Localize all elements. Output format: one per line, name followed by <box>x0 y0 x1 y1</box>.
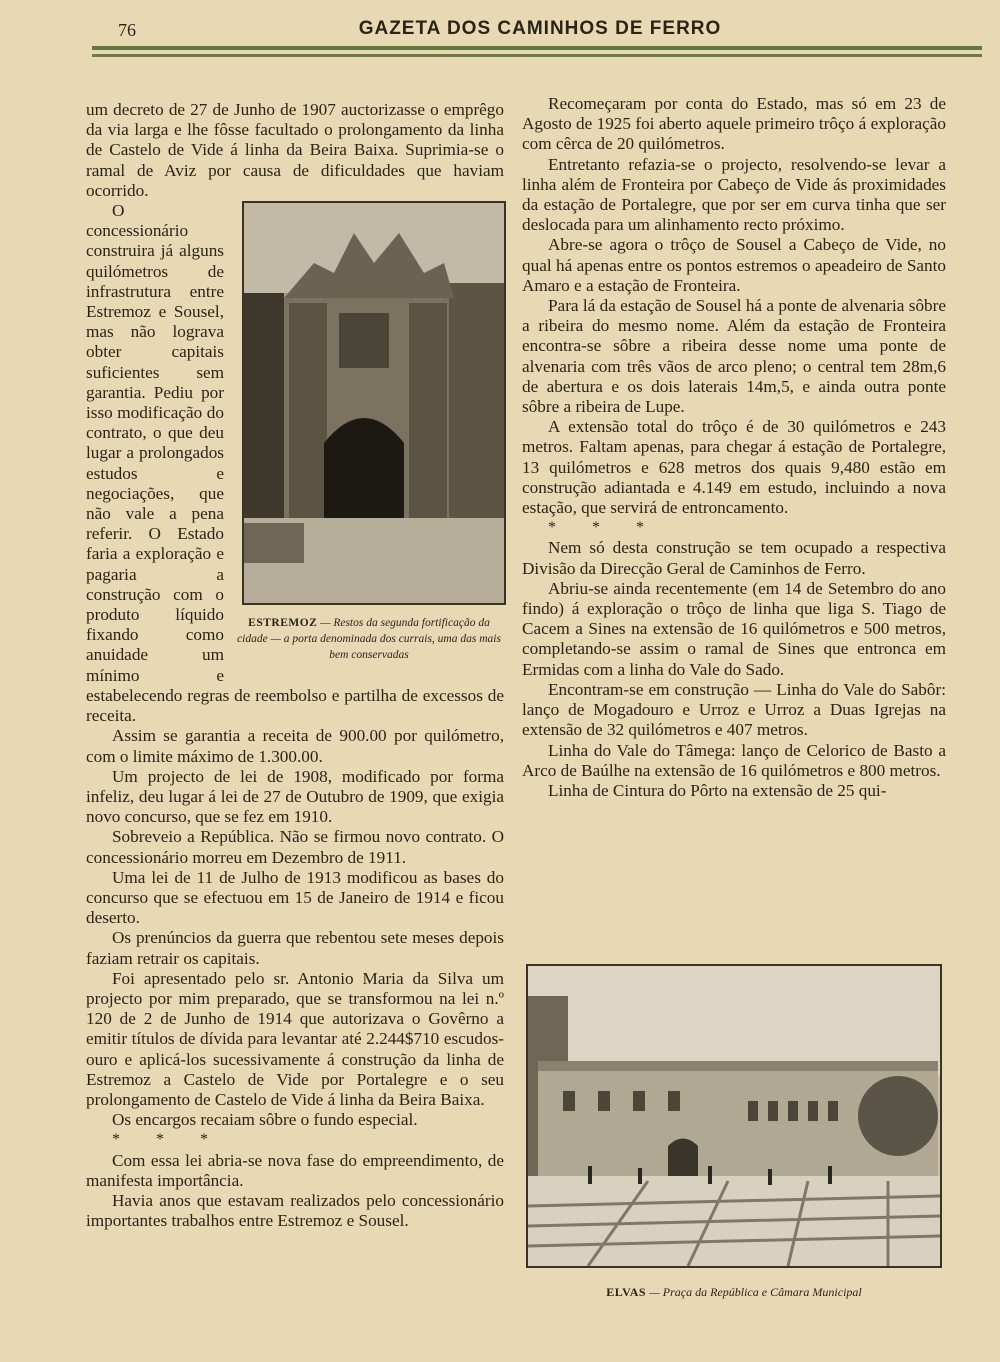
right-paragraph: Entretanto refazia-se o projecto, resolvendo-se levar a linha além de Fronteira por Cabeço de Vide ás proximidades da estação de Portalegre, que por ser em curva tinha que ser deslocada para um alinhamento recto próximo. <box>522 154 946 235</box>
left-paragraph: Foi apresentado pelo sr. Antonio Maria da Silva um projecto por mim preparado, que se transformou na lei n.º 120 de 2 de Junho de 1914 que autorizava o Govêrno a emitir títulos de dívida para levantar até 2.244$710 escudos-ouro e aplicá-los sucessivamente á construção da linha de Estremoz a Castelo de Vide por Portalegre e o seu prolongamento de Castelo de Vide á linha da Beira Baixa. <box>86 968 504 1109</box>
elvas-square-illustration <box>528 966 940 1266</box>
right-paragraph: Abre-se agora o trôço de Sousel a Cabeço de Vide, no qual há apenas entre os pontos estremos o apeadeiro de Santo Amaro e a estação de Fronteira. <box>522 235 946 295</box>
right-paragraph: A extensão total do trôço é de 30 quilómetros e 243 metros. Faltam apenas, para chegar á estação de Portalegre, 13 quilómetros e 628 metros dos quais 9,480 estão em construção adiantada e 4.149 em estudo, incluindo a nova estação, que servirá de entroncamento. <box>522 417 946 518</box>
right-paragraph: Encontram-se em construção — Linha do Vale do Sabôr: lanço de Mogadouro e Urroz e Urroz a Duas Igrejas na extensão de 32 quilómetros e 407 metros. <box>522 679 946 740</box>
left-paragraph: Os encargos recaiam sôbre o fundo especial. <box>112 1110 418 1130</box>
section-separator: * * * <box>548 519 660 537</box>
left-paragraph: um decreto de 27 de Junho de 1907 auctorizasse o emprêgo da via larga e lhe fôsse facultado o prolongamento da linha de Castelo de Vide á linha da Beira Baixa. Suprimia-se o ramal de Aviz por causa de dificuldades que haviam ocorrido. <box>86 100 504 200</box>
estremoz-gate-photo <box>242 201 506 605</box>
right-column <box>522 94 946 801</box>
left-paragraph: Sobreveio a República. Não se firmou novo contrato. O concessionário morreu em Dezembro de 1911. <box>86 827 504 867</box>
left-paragraph: Havia anos que estavam realizados pelo concessionário importantes trabalhos entre Estremoz e Sousel. <box>86 1190 504 1231</box>
header-rule-top <box>92 46 982 50</box>
estremoz-caption-place: ESTREMOZ <box>248 617 318 630</box>
page-number: 76 <box>118 20 136 40</box>
left-paragraph: Assim se garantia a receita de 900.00 por quilómetro, com o limite máximo de 1.300.00. <box>86 726 504 766</box>
estremoz-caption-text: — Restos da segunda fortificação da cidade — a porta denominada dos currais, uma das mais bem conservadas <box>237 617 501 662</box>
section-separator: * * * <box>112 1131 224 1149</box>
left-paragraph: O concessionário construira já alguns quilómetros de infrastrutura entre Estremoz e Sousel, mas não lograva obter capitais suficientes sem garantia. Pediu por isso modificação do contrato, o que deu lugar a prolongados estudos e negociações, que não vale a pena referir. O Estado faria a exploração e pagaria a construção com o produto líquido fixando como anuidade um mínimo e estabelecendo regras de reembolso e partilha de excessos de receita. <box>86 201 504 726</box>
estremoz-gate-illustration <box>244 203 504 603</box>
left-column <box>86 100 504 1300</box>
estremoz-caption <box>234 615 504 663</box>
elvas-square-photo <box>526 964 942 1268</box>
estremoz-figure <box>234 201 504 663</box>
journal-title: GAZETA DOS CAMINHOS DE FERRO <box>358 18 722 39</box>
right-paragraph: Linha de Cintura do Pôrto na extensão de 25 qui- <box>548 780 887 800</box>
right-paragraph: Nem só desta construção se tem ocupado a respectiva Divisão da Direcção Geral de Caminhos de Ferro. <box>522 538 946 578</box>
header-rule-bottom <box>92 54 982 57</box>
page-header <box>110 14 970 44</box>
elvas-caption <box>526 1284 942 1300</box>
left-paragraph: Os prenúncios da guerra que rebentou sete meses depois faziam retrair os capitais. <box>86 928 504 968</box>
left-paragraph: Um projecto de lei de 1908, modificado por forma infeliz, deu lugar á lei de 27 de Outubro de 1909, que exigia novo concurso, que se fez em 1910. <box>86 766 504 827</box>
elvas-caption-text: — Praça da República e Câmara Municipal <box>646 1285 862 1299</box>
right-paragraph: Para lá da estação de Sousel há a ponte de alvenaria sôbre a ribeira do mesmo nome. Além da estação de Fronteira encontra-se sôbre a ribeira desse nome uma ponte de alvenaria com três vãos de arco pleno; o central tem 28m,6 de abertura e os dois laterais 14m,5, e ainda outra ponte sôbre a ribeira de Lupe. <box>522 296 946 417</box>
right-paragraph: Recomeçaram por conta do Estado, mas só em 23 de Agosto de 1925 foi aberto aquele primeiro trôço á exploração com cêrca de 20 quilómetros. <box>522 94 946 154</box>
right-paragraph: Linha do Vale do Tâmega: lanço de Celorico de Basto a Arco de Baúlhe na extensão de 16 quilómetros e 800 metros. <box>522 740 946 780</box>
elvas-caption-place: ELVAS <box>606 1285 647 1299</box>
elvas-figure <box>526 964 942 1300</box>
left-paragraph: Uma lei de 11 de Julho de 1913 modificou as bases do concurso que se efectuou em 15 de Janeiro de 1914 e ficou deserto. <box>86 867 504 928</box>
left-paragraph: Com essa lei abria-se nova fase do empreendimento, de manifesta importância. <box>86 1150 504 1190</box>
right-paragraph: Abriu-se ainda recentemente (em 14 de Setembro do ano findo) á exploração o trôço de linha que liga S. Tiago de Cacem a Sines na extensão de 16 quilómetros e 500 metros, completando-se assim o ramal de Sines que entronca em Ermidas com a linha do Vale do Sado. <box>522 578 946 679</box>
